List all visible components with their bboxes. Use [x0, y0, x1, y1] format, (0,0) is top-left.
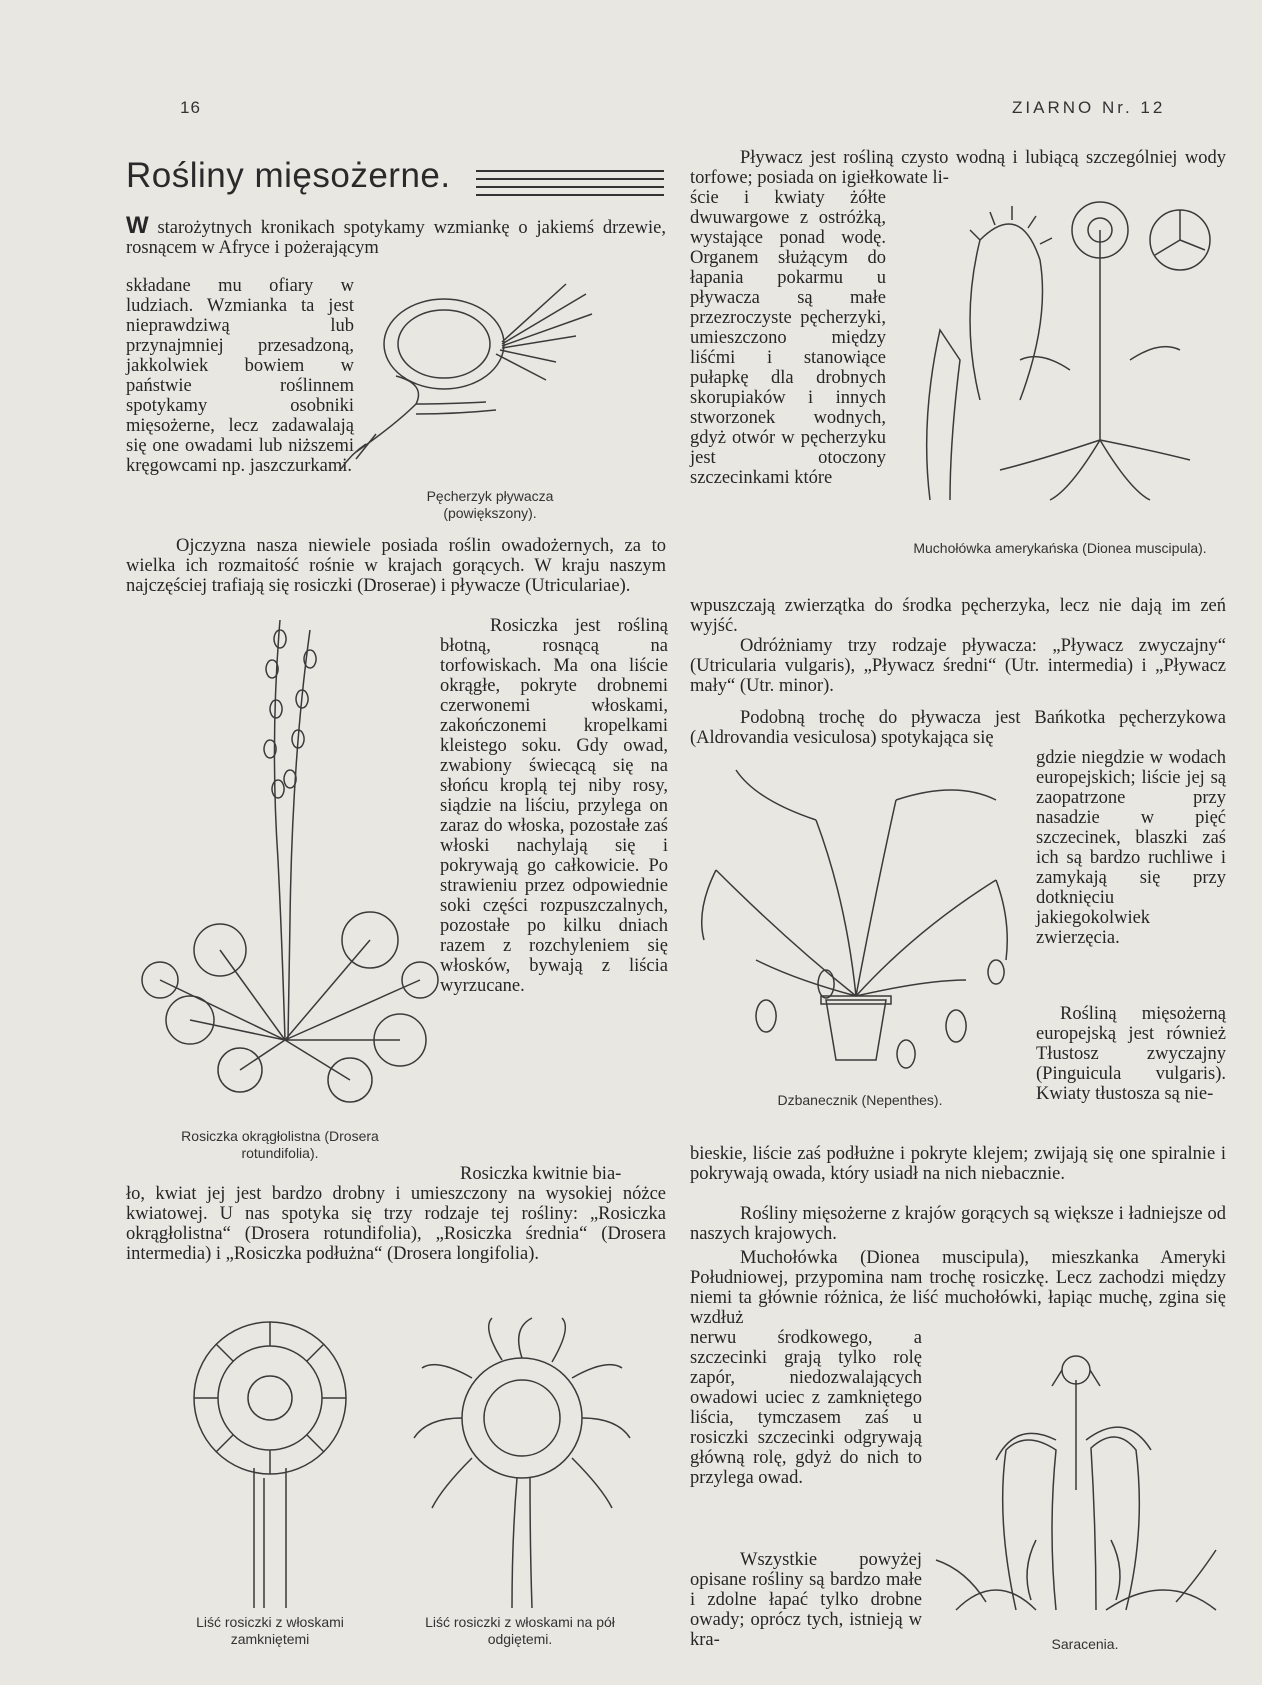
bankotka-wrap: gdzie niegdzie w wodach europejskich; liście jej są zaopatrzone przy nasadzie w pięć szczecinek, blaszki zaś ich są bardzo ruchliwe i zamykają się przy dotknięciu jakiegokolwiek zwierzęcia. [1036, 748, 1226, 948]
rosiczka-description: Rosiczka jest rośliną błotną, rosnącą na torfowiskach. Ma ona liście okrągłe, pokryte drobnemi czerwonemi włoskami, zakończonemi kropelkami kleistego soku. Gdy owad, zwabiony świecącą się na słońcu kroplą tej niby rosy, siądzie na liściu, przylega on zaraz do włoska, pozostałe zaś włoski nachylają się i pokrywają go całkowicie. Po strawieniu przez odpowiednie soki części rozpuszczalnych, pozostałe po kilku dniach razem z rozchyleniem się włosków, bywają z liścia wyrzucane. [440, 616, 668, 996]
caption-saracenia: Saracenia. [1051, 1636, 1119, 1652]
plywacz-end: wpuszczają zwierzątka do środka pęcherzyka, lecz nie dają im zeń wyjść. [690, 596, 1226, 636]
title-rules [476, 170, 664, 202]
bladderwort-bladder-illustration [356, 284, 596, 484]
mucholowka-wrap: nerwu środkowego, a szczecinki grają tylko rolę zapór, niedozwalających owadowi uciec z zamkniętego liścia, tymczasem zaś u rosiczki szczecinki odgrywają główną rolę, gdyż do nich to przylega owad. [690, 1328, 922, 1488]
intro-paragraph: W starożytnych kronikach spotykamy wzmiankę o jakiemś drzewie, rosnącem w Afryce i pożerającym [126, 212, 666, 258]
rosiczka-kwitnie-a: Rosiczka kwitnie bia- [460, 1164, 622, 1184]
rodzaje-paragraph: Odróżniamy trzy rodzaje pływacza: „Pływacz zwyczajny“ (Utricularia vulgaris), „Pływacz średni“ (Utr. intermedia) i „Pływacz mały“ (Utr. minor). [690, 636, 1226, 696]
caption-lisc-odgiety: Liść rosiczki z włoskami na pół odgiętemi. [425, 1614, 615, 1647]
krajowe-paragraph: Rośliny mięsożerne z krajów gorących są większe i ładniejsze od naszych krajowych. [690, 1204, 1226, 1244]
venus-flytrap-illustration [900, 200, 1220, 520]
article-title: Rośliny mięsożerne. [126, 156, 451, 195]
open-leaf-illustration [412, 1318, 632, 1608]
plywacz-top: Pływacz jest rośliną czysto wodną i lubiącą szczególniej wody torfowe; posiada on igiełkowate li- [690, 148, 1226, 188]
mucholowka-top: Muchołówka (Dionea muscipula), mieszkanka Ameryki Południowej, przypomina nam trochę rosiczkę. Lecz zachodzi między niemi ta głównie różnica, że liść muchołówki, łapiąc muchę, zgina się wzdłuż [690, 1248, 1226, 1328]
caption-rosiczka-okr: Rosiczka okrągłolistna (Drosera rotundifolia). [181, 1128, 379, 1161]
nepenthes-illustration [696, 760, 1016, 1080]
tlustosz-end: bieskie, liście zaś podłużne i pokryte klejem; zwijają się one spiralnie i pokrywają owada, który usiadł na nich niebacznie. [690, 1144, 1226, 1184]
rosiczka-kwitnie-b: ło, kwiat jej jest bardzo drobny i umieszczony na wysokiej nóżce kwiatowej. U nas spotyka się trzy rodzaje tej rośliny: „Rosiczka okrągłolistna“ (Drosera rotundifolia), „Rosiczka średnia“ (Drosera intermedia) i „Rosiczka podłużna“ (Drosera longifolia). [126, 1184, 666, 1264]
wszystkie-paragraph: Wszystkie powyżej opisane rośliny są bardzo małe i zdolne łapać tylko drobne owady; oprócz tych, istnieją w kra- [690, 1550, 922, 1650]
caption-pecherzyk: Pęcherzyk pływacza (powiększony). [426, 488, 554, 521]
caption-dzbanecznik: Dzbanecznik (Nepenthes). [777, 1092, 943, 1108]
tlustosz-wrap: Rośliną mięsożerną europejską jest również Tłustosz zwyczajny (Pinguicula vulgaris). Kwiaty tłustosza są nie- [1036, 1004, 1226, 1104]
ojczyzna-paragraph: Ojczyzna nasza niewiele posiada roślin owadożernych, za to wielka ich rozmaitość rośnie w krajach gorących. W kraju naszym najczęściej trafiają się rosiczki (Droserae) i pływacze (Utriculariae). [126, 536, 666, 596]
journal-header: ZIARNO Nr. 12 [1012, 98, 1166, 117]
plywacz-wrap: ście i kwiaty żółte dwuwargowe z ostróżką, wystające ponad wodę. Organem służącym do łapania pokarmu u pływacza są małe przezroczyste pęcherzyki, umieszczono między liśćmi i stanowiące pułapkę dla drobnych skorupiaków i innych stworzonek wodnych, gdyż otwór w pęcherzyku jest otoczony szczecinkami które [690, 188, 886, 488]
sarracenia-illustration [936, 1340, 1226, 1630]
bankotka-top: Podobną trochę do pływacza jest Bańkotka pęcherzykowa (Aldrovandia vesiculosa) spotykająca się [690, 708, 1226, 748]
caption-lisc-zamk: Liść rosiczki z włoskami zamkniętemi [196, 1614, 344, 1647]
intro-wrap-paragraph: składane mu ofiary w ludziach. Wzmianka ta jest nieprawdziwą lub przynajmniej przesadzoną, jakkolwiek bowiem w państwie roślinnem spotykamy osobniki mięsożerne, lecz zadawalają się one owadami lub niższemi kręgowcami np. jaszczurkami. [126, 276, 354, 476]
drosera-rotundifolia-illustration [120, 620, 440, 1110]
closed-leaf-illustration [170, 1318, 370, 1608]
page-number: 16 [180, 98, 201, 117]
drop-cap: W [126, 212, 149, 239]
caption-mucholowka: Muchołówka amerykańska (Dionea muscipula). [913, 540, 1207, 556]
